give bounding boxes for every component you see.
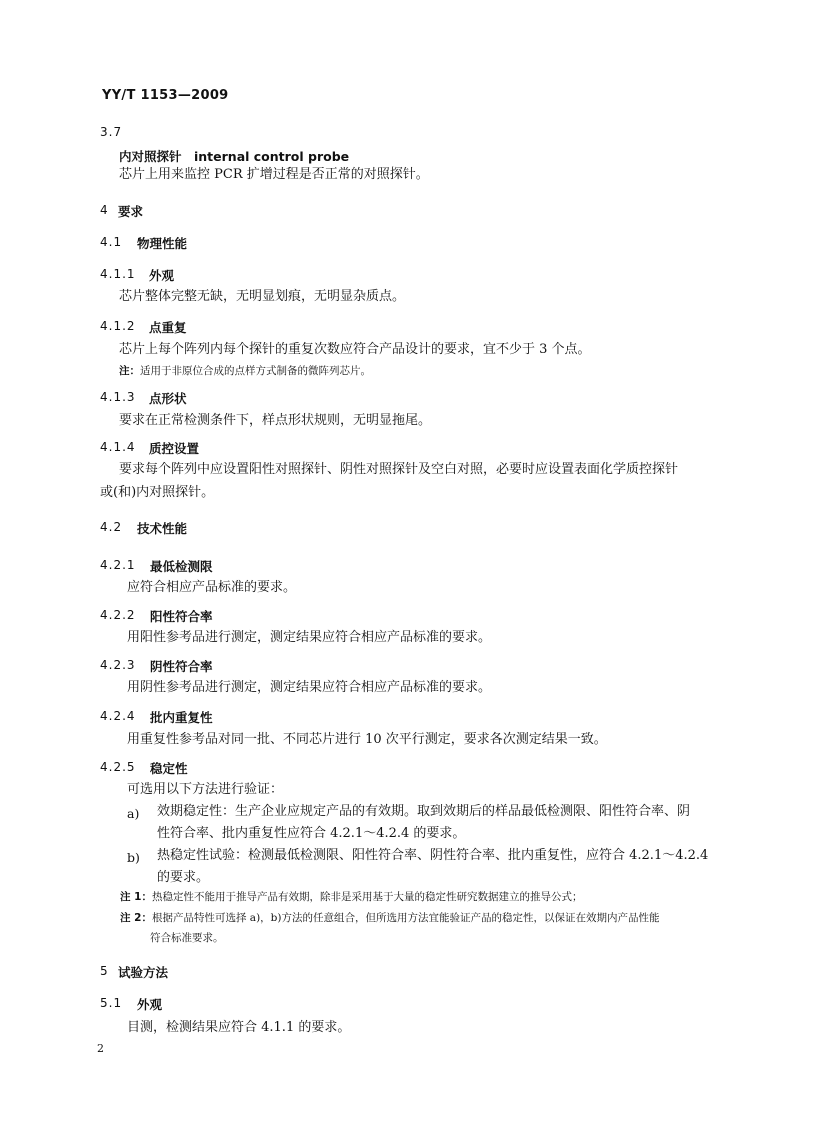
clause-title-spot-repeat: 点重复 <box>149 320 187 335</box>
clause-body-negative-rate: 用阴性参考品进行测定，测定结果应符合相应产品标准的要求。 <box>127 680 492 695</box>
note-1-text: 热稳定性不能用于推导产品有效期，除非是采用基于大量的稳定性研究数据建立的推导公式； <box>151 891 583 903</box>
clause-body-qc-line-2: 或(和)内对照探针。 <box>100 485 215 500</box>
list-item-b-line-1: 热稳定性试验：检测最低检测限、阳性符合率、阴性符合率、批内重复性，应符合 4.2.1～4.2.4 <box>157 848 709 863</box>
clause-number-4-2-1: 4.2.1 <box>100 558 136 572</box>
clause-number-4-2-2: 4.2.2 <box>100 608 136 622</box>
clause-body-positive-rate: 用阳性参考品进行测定，测定结果应符合相应产品标准的要求。 <box>127 630 492 645</box>
note-1 <box>120 888 582 906</box>
clause-number-5: 5 <box>100 964 109 978</box>
clause-title-lod: 最低检测限 <box>150 559 213 574</box>
clause-body-qc-line-1: 要求每个阵列中应设置阳性对照探针、阴性对照探针及空白对照，必要时应设置表面化学质控探针 <box>119 462 679 477</box>
note-2-line-2: 符合标准要求。 <box>150 932 224 944</box>
note-2-label: 注 2： <box>120 912 152 924</box>
clause-number-4-1-4: 4.1.4 <box>100 440 136 454</box>
clause-body-spot-repeat: 芯片上每个阵列内每个探针的重复次数应符合产品设计的要求，宜不少于 3 个点。 <box>119 342 591 357</box>
standard-code: YY/T 1153—2009 <box>102 88 229 103</box>
list-item-a-line-2: 性符合率、批内重复性应符合 4.2.1～4.2.4 的要求。 <box>157 826 466 841</box>
section-title-requirements: 要求 <box>118 204 144 219</box>
clause-number-4-2-3: 4.2.3 <box>100 658 136 672</box>
section-title-technical: 技术性能 <box>137 521 188 536</box>
clause-title-intra-batch: 批内重复性 <box>150 710 213 725</box>
page-number: 2 <box>97 1042 104 1055</box>
clause-body-spot-shape: 要求在正常检测条件下，样点形状规则，无明显拖尾。 <box>119 413 432 428</box>
clause-number-4-2: 4.2 <box>100 520 123 534</box>
term-definition: 芯片上用来监控 PCR 扩增过程是否正常的对照探针。 <box>119 167 429 182</box>
clause-number-4-2-5: 4.2.5 <box>100 760 136 774</box>
note-spot-repeat <box>119 362 371 380</box>
list-marker-a: a) <box>127 806 140 821</box>
note-2-text: 根据产品特性可选择 a)，b)方法的任意组合，但所选用方法宜能验证产品的稳定性，以保证在效期内产品性能 <box>151 912 660 924</box>
clause-title-positive-rate: 阳性符合率 <box>150 609 213 624</box>
note-2 <box>120 909 659 927</box>
clause-title-stability: 稳定性 <box>150 761 188 776</box>
note-1-label: 注 1： <box>120 891 152 903</box>
clause-number-5-1: 5.1 <box>100 996 123 1010</box>
clause-body-lod: 应符合相应产品标准的要求。 <box>127 580 297 595</box>
section-title-test-methods: 试验方法 <box>118 965 169 980</box>
clause-title-negative-rate: 阴性符合率 <box>150 659 213 674</box>
clause-title-spot-shape: 点形状 <box>149 391 187 406</box>
clause-intro-stability: 可选用以下方法进行验证： <box>127 782 284 797</box>
list-marker-b: b) <box>127 850 140 865</box>
clause-title-appearance: 外观 <box>149 268 175 283</box>
list-item-a-line-1: 效期稳定性：生产企业应规定产品的有效期。取到效期后的样品最低检测限、阳性符合率、阴 <box>157 804 691 819</box>
section-title-physical: 物理性能 <box>137 236 188 251</box>
clause-number-4-1-1: 4.1.1 <box>100 267 136 281</box>
list-item-b-line-2: 的要求。 <box>157 870 210 885</box>
clause-body-intra-batch: 用重复性参考品对同一批、不同芯片进行 10 次平行测定，要求各次测定结果一致。 <box>127 732 607 747</box>
clause-title-visual-appearance: 外观 <box>137 997 163 1012</box>
note-text: 适用于非原位合成的点样方式制备的微阵列芯片。 <box>140 365 371 377</box>
clause-number-4: 4 <box>100 203 109 217</box>
clause-number-4-1-3: 4.1.3 <box>100 390 136 404</box>
clause-body-visual-appearance: 目测，检测结果应符合 4.1.1 的要求。 <box>127 1020 351 1035</box>
clause-title-qc-setup: 质控设置 <box>149 441 200 456</box>
clause-body-appearance: 芯片整体完整无缺，无明显划痕，无明显杂质点。 <box>119 289 406 304</box>
clause-number-3-7: 3.7 <box>100 125 123 139</box>
clause-number-4-1-2: 4.1.2 <box>100 319 136 333</box>
clause-number-4-2-4: 4.2.4 <box>100 709 136 723</box>
note-label: 注： <box>119 365 140 377</box>
term-internal-control-probe: 内对照探针 internal control probe <box>119 149 350 164</box>
clause-number-4-1: 4.1 <box>100 235 123 249</box>
